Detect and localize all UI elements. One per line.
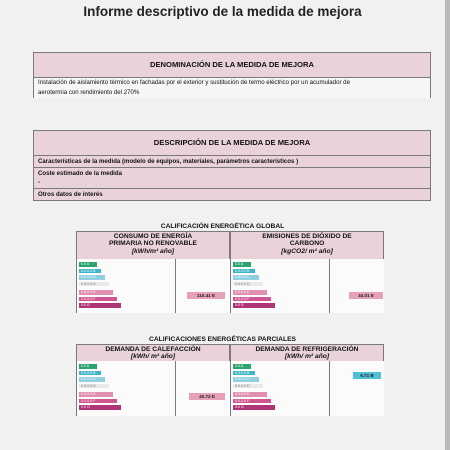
rating-bar bbox=[233, 399, 271, 404]
rating-bar bbox=[79, 269, 101, 274]
rating-bar-label: 0.0 G bbox=[81, 405, 90, 409]
rating-bar-label: 0.0 G bbox=[235, 303, 244, 307]
calefaccion-indicator-area bbox=[176, 361, 230, 416]
refrigeracion-value: 6.71 B bbox=[353, 372, 381, 379]
rating-bar-label: 0.0-0.0 E bbox=[81, 290, 96, 294]
calefaccion-head: DEMANDA DE CALEFACCIÓN bbox=[105, 346, 201, 353]
emisiones-heading bbox=[231, 232, 383, 255]
descripcion-row-caracteristicas: Características de la medida (modelo de equipos, materiales, parámetros característicos ) bbox=[34, 155, 430, 167]
rating-bar bbox=[233, 262, 251, 267]
rating-bar-label: 0.0-0.0 B bbox=[81, 370, 96, 375]
rating-bar bbox=[79, 371, 101, 376]
rating-bar-label: 0.0-0.0 C bbox=[235, 275, 250, 279]
denominacion-text-line1: Instalación de aislamiento térmico en fachadas por el exterior y sustitución de termo eléctrico por un acumulador de bbox=[38, 79, 350, 86]
rating-bar-label: 0.0-0.0 E bbox=[81, 392, 96, 396]
descripcion-row-coste-value: - bbox=[38, 179, 41, 186]
refrigeracion-unit: [kWh/ m² año] bbox=[284, 353, 330, 361]
rating-bar bbox=[79, 392, 113, 397]
descripcion-row-coste: Coste estimado de la medida bbox=[34, 167, 430, 178]
rating-bar-label: 0.0-0.0 F bbox=[235, 296, 250, 301]
calefaccion-value: 40.72 E bbox=[189, 393, 225, 400]
rating-bar-label: 0.0-0.0 F bbox=[81, 296, 96, 301]
descripcion-section bbox=[33, 130, 431, 201]
consumo-energia-panel bbox=[76, 231, 230, 313]
rating-bar-label: 0.0-0.0 C bbox=[81, 377, 96, 381]
rating-bar bbox=[233, 303, 275, 308]
emisiones-unit: [kgCO2/ m² año] bbox=[281, 247, 333, 255]
global-title: CALIFICACIÓN ENERGÉTICA GLOBAL bbox=[160, 223, 285, 230]
refrigeracion-indicator-area bbox=[330, 361, 384, 416]
rating-bar bbox=[79, 303, 121, 308]
parciales-title: CALIFICACIONES ENERGÉTICAS PARCIALES bbox=[148, 336, 296, 343]
rating-bar bbox=[79, 290, 113, 295]
rating-bar-label: 0.0-0.0 F bbox=[235, 398, 250, 403]
demanda-refrigeracion-panel bbox=[230, 344, 384, 416]
calefaccion-unit: [kWh/ m² año] bbox=[130, 353, 176, 361]
rating-bar-label: 0.0 A bbox=[235, 262, 244, 266]
rating-bar-label: 0.0-0.0 E bbox=[235, 392, 250, 396]
consumo-energia-value: 110.41 E bbox=[187, 292, 225, 299]
rating-bar-label: 0.0-0.0 D bbox=[235, 383, 250, 388]
denominacion-section bbox=[33, 52, 431, 98]
emisiones-indicator-area bbox=[330, 259, 384, 313]
rating-bar-label: 0.0-0.0 D bbox=[81, 383, 96, 388]
rating-bar-label: 0.0-0.0 D bbox=[81, 281, 96, 286]
rating-bar-label: 0.0 A bbox=[81, 262, 90, 266]
rating-bar bbox=[79, 262, 97, 267]
rating-bar-label: 0.0-0.0 C bbox=[235, 377, 250, 381]
rating-bar-label: 0.0-0.0 B bbox=[235, 268, 250, 273]
rating-bar bbox=[79, 364, 97, 369]
consumo-energia-indicator-area bbox=[176, 259, 230, 313]
rating-bar-label: 0.0 A bbox=[81, 364, 90, 368]
emisiones-scale bbox=[231, 259, 329, 313]
page-edge-shadow bbox=[445, 0, 450, 450]
consumo-energia-heading bbox=[77, 232, 229, 255]
rating-bar bbox=[79, 275, 105, 280]
rating-bar-label: 0.0-0.0 E bbox=[235, 290, 250, 294]
rating-bar bbox=[233, 269, 255, 274]
rating-bar bbox=[233, 275, 259, 280]
consumo-head-line1: CONSUMO DE ENERGÍA bbox=[113, 233, 193, 240]
consumo-energia-scale bbox=[77, 259, 175, 313]
rating-bar bbox=[233, 290, 267, 295]
demanda-calefaccion-panel bbox=[76, 344, 230, 416]
rating-bar-label: 0.0 G bbox=[81, 303, 90, 307]
refrigeracion-head: DEMANDA DE REFRIGERACIÓN bbox=[255, 346, 359, 353]
rating-bar bbox=[233, 384, 263, 389]
consumo-head-line2: PRIMARIA NO RENOVABLE bbox=[108, 240, 198, 248]
rating-bar bbox=[79, 282, 109, 287]
rating-bar-label: 0.0-0.0 B bbox=[235, 370, 250, 375]
rating-bar-label: 0.0 A bbox=[235, 364, 244, 368]
rating-bar-label: 0.0-0.0 B bbox=[81, 268, 96, 273]
page-title: Informe descriptivo de la medida de mejora bbox=[83, 4, 362, 19]
rating-bar-label: 0.0-0.0 C bbox=[81, 275, 96, 279]
denominacion-header: DENOMINACIÓN DE LA MEDIDA DE MEJORA bbox=[34, 53, 430, 78]
rating-bar bbox=[79, 384, 109, 389]
emisiones-head-line1: EMISIONES DE DIÓXIDO DE bbox=[262, 233, 352, 240]
rating-bar bbox=[233, 364, 251, 369]
refrigeracion-heading bbox=[231, 345, 383, 361]
consumo-unit: [kWh/m² año] bbox=[131, 247, 175, 255]
rating-bar bbox=[233, 297, 271, 302]
rating-bar-label: 0.0-0.0 D bbox=[235, 281, 250, 286]
rating-bar bbox=[79, 399, 117, 404]
rating-bar bbox=[233, 392, 267, 397]
refrigeracion-scale bbox=[231, 361, 329, 416]
rating-bar-label: 0.0 G bbox=[235, 405, 244, 409]
denominacion-text-line2: aerotermia con rendimiento del 270% bbox=[38, 88, 140, 96]
rating-bar bbox=[233, 405, 275, 410]
calefaccion-heading bbox=[77, 345, 229, 361]
rating-bar bbox=[233, 282, 263, 287]
rating-bar-label: 0.0-0.0 F bbox=[81, 398, 96, 403]
rating-bar bbox=[233, 371, 255, 376]
descripcion-row-otros: Otros datos de interés bbox=[34, 188, 430, 200]
rating-bar bbox=[233, 377, 259, 382]
rating-bar bbox=[79, 297, 117, 302]
denominacion-body bbox=[34, 78, 430, 98]
emisiones-head-line2: CARBONO bbox=[289, 240, 325, 248]
calefaccion-scale bbox=[77, 361, 175, 416]
emisiones-co2-panel bbox=[230, 231, 384, 313]
rating-bar bbox=[79, 377, 105, 382]
emisiones-value: 34.01 E bbox=[349, 292, 383, 299]
descripcion-header: DESCRIPCIÓN DE LA MEDIDA DE MEJORA bbox=[153, 138, 311, 147]
rating-bar bbox=[79, 405, 121, 410]
